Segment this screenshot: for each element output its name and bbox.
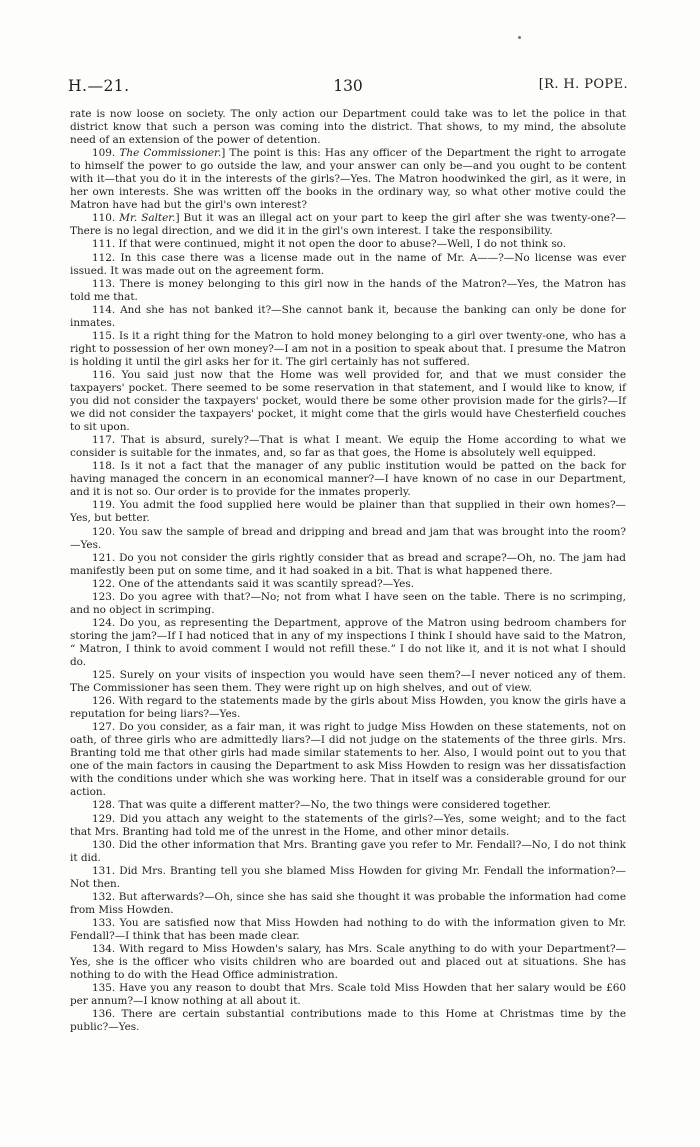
- paragraph-125: [70, 669, 626, 695]
- paper-speck: [518, 36, 521, 39]
- paragraph-text: 136. There are certain substantial contributions made to this Home at Christmas time by the public?—Yes.: [70, 1008, 626, 1034]
- paragraph-text: 135. Have you any reason to doubt that Mrs. Scale told Miss Howden that her salary would be £60 per annum?—I know nothing at all about it.: [70, 982, 626, 1008]
- paragraph-123: [70, 591, 626, 617]
- report-code: H.—21.: [68, 77, 130, 95]
- paragraph-116: [70, 369, 626, 434]
- paragraph-text: 129. Did you attach any weight to the statements of the girls?—Yes, some weight; and to the fact that Mrs. Branting had told me of the unrest in the Home, and other minor details.: [70, 812, 626, 838]
- paragraph-text: 122. One of the attendants said it was scantily spread?—Yes.: [92, 577, 415, 590]
- paragraph-131: [70, 865, 626, 891]
- paragraph-text: 128. That was quite a different matter?—No, the two things were considered together.: [92, 799, 551, 812]
- paragraph-text: 131. Did Mrs. Branting tell you she blamed Miss Howden for giving Mr. Fendall the information?—Not then.: [70, 864, 626, 890]
- paragraph-text: 113. There is money belonging to this girl now in the hands of the Matron?—Yes, the Matron has told me that.: [70, 277, 626, 303]
- paragraph-129: [70, 813, 626, 839]
- document-body: [70, 108, 626, 1034]
- paragraph-number: 110.: [92, 212, 120, 225]
- paragraph-118: [70, 460, 626, 499]
- paragraph-continuation: [70, 108, 626, 147]
- page-number: 130: [333, 77, 363, 95]
- paragraph-text: 121. Do you not consider the girls rightly consider that as bread and scrape?—Oh, no. The jam had manifestly been put on some time, and it had soaked in a bit. That is what happened there.: [70, 551, 626, 577]
- paragraph-132: [70, 891, 626, 917]
- paragraph-text: 124. Do you, as representing the Department, approve of the Matron using bedroom chambers for storing the jam?—If I had noticed that in any of my inspections I think I should have said to the Matron, “ Matron, I think to avoid comment I would not refill these.” I do not like it, and it is not what I should do.: [70, 616, 626, 668]
- page-header: [68, 77, 628, 97]
- paragraph-122: [70, 578, 626, 591]
- paragraph-text: 127. Do you consider, as a fair man, it was right to judge Miss Howden on these statements, not on oath, of three girls who are admittedly liars?—I did not judge on the statements of the three girls. Mrs. Branting told me that other girls had made similar statements to her. Also, I would point out to you that one of the main factors in causing the Department to ask Miss Howden to resign was her dissatisfaction with the conditions under which she was working here. That in itself was a considerable ground for our action.: [70, 721, 626, 799]
- paragraph-127: [70, 721, 626, 799]
- paragraph-text: 114. And she has not banked it?—She cannot bank it, because the banking can only be done for inmates.: [70, 303, 626, 329]
- paragraph-text: 112. In this case there was a license made out in the name of Mr. A——?—No license was ever issued. It was made out on the agreement form.: [70, 251, 626, 277]
- paragraph-133: [70, 917, 626, 943]
- paragraph-text: 125. Surely on your visits of inspection you would have seen them?—I never noticed any of them. The Commissioner has seen them. They were right up on high shelves, and out of view.: [70, 669, 626, 695]
- paragraph-text: 120. You saw the sample of bread and dripping and bread and jam that was brought into the room?—Yes.: [70, 525, 626, 551]
- paragraph-117: [70, 434, 626, 460]
- paragraph-114: [70, 304, 626, 330]
- paragraph-text: 117. That is absurd, surely?—That is what I meant. We equip the Home according to what we consider is suitable for the inmates, and, so far as that goes, the Home is absolutely well equipped.: [70, 434, 626, 460]
- paragraph-113: [70, 278, 626, 304]
- paragraph-111: [70, 238, 626, 251]
- paragraph-text: ] The point is this: Has any officer of the Department the right to arrogate to himself the power to go outside the law, and your answer can only be—and you ought to be content with it—that you do it in the interests of the girls?—Yes. The Matron hoodwinked the girl, as it were, in her own interests. She was written off the books in the ordinary way, so what other motive could the Matron have had but the girl's own interest?: [70, 147, 626, 212]
- paragraph-text: 115. Is it a right thing for the Matron to hold money belonging to a girl over twenty-one, who has a right to possession of her own money?—I am not in a position to speak about that. I presume the Matron is holding it until the girl asks her for it. The girl certainly has not suffered.: [70, 329, 626, 368]
- speaker-name: Mr. Salter.: [119, 212, 176, 225]
- paragraph-text: 119. You admit the food supplied here would be plainer than that supplied in their own homes?—Yes, but better.: [70, 499, 626, 525]
- paragraph-136: [70, 1008, 626, 1034]
- paragraph-115: [70, 330, 626, 369]
- paragraph-text: 116. You said just now that the Home was well provided for, and that we must consider the taxpayers' pocket. There seemed to be some reservation in that statement, and I would like to know, if you did not consider the taxpayers' pocket, would there be some other provision made for the girls?—If we did not consider the taxpayers' pocket, it might come that the girls would have Chesterfield couches to sit upon.: [70, 368, 626, 434]
- paragraph-text: 111. If that were continued, might it not open the door to abuse?—Well, I do not think so.: [92, 238, 567, 251]
- paragraph-text: 126. With regard to the statements made by the girls about Miss Howden, you know the girls have a reputation for being liars?—Yes.: [70, 695, 626, 721]
- paragraph-119: [70, 499, 626, 525]
- paragraph-text: 134. With regard to Miss Howden's salary, has Mrs. Scale anything to do with your Department?—Yes, she is the officer who visits children who are boarded out and placed out at situations. She has nothing to do with the Head Office administration.: [70, 943, 626, 982]
- paragraph-number: 109.: [92, 147, 120, 160]
- paragraph-135: [70, 982, 626, 1008]
- paragraph-text: 133. You are satisfied now that Miss Howden had nothing to do with the information given to Mr. Fendall?—I think that has been made clear.: [70, 916, 626, 942]
- witness-name: [R. H. POPE.: [538, 77, 628, 92]
- paragraph-text: 118. Is it not a fact that the manager of any public institution would be patted on the back for having managed the concern in an economical manner?—I have known of no case in our Department, and it is not so. Our order is to provide for the inmates properly.: [70, 460, 626, 499]
- paragraph-text: ] But it was an illegal act on your part to keep the girl after she was twenty-one?—There is no legal direction, and we did it in the girl's own interest. I take the responsibility.: [70, 212, 626, 238]
- paragraph-text: 123. Do you agree with that?—No; not from what I have seen on the table. There is no scrimping, and no object in scrimping.: [70, 590, 626, 616]
- paragraph-text: rate is now loose on society. The only action our Department could take was to let the police in that district know that such a person was coming into the district. That shows, to my mind, the absolute need of an extension of the power of detention.: [70, 108, 626, 147]
- paragraph-126: [70, 695, 626, 721]
- paragraph-109: [70, 147, 626, 212]
- paragraph-130: [70, 839, 626, 865]
- speaker-name: The Commissioner.: [119, 147, 222, 160]
- paragraph-text: 130. Did the other information that Mrs. Branting gave you refer to Mr. Fendall?—No, I do not think it did.: [70, 838, 626, 864]
- paragraph-124: [70, 617, 626, 669]
- paragraph-128: [70, 799, 626, 812]
- paragraph-134: [70, 943, 626, 982]
- paragraph-121: [70, 552, 626, 578]
- paragraph-110: [70, 212, 626, 238]
- paragraph-120: [70, 526, 626, 552]
- paragraph-112: [70, 252, 626, 278]
- paragraph-text: 132. But afterwards?—Oh, since she has said she thought it was probable the information had come from Miss Howden.: [70, 890, 626, 916]
